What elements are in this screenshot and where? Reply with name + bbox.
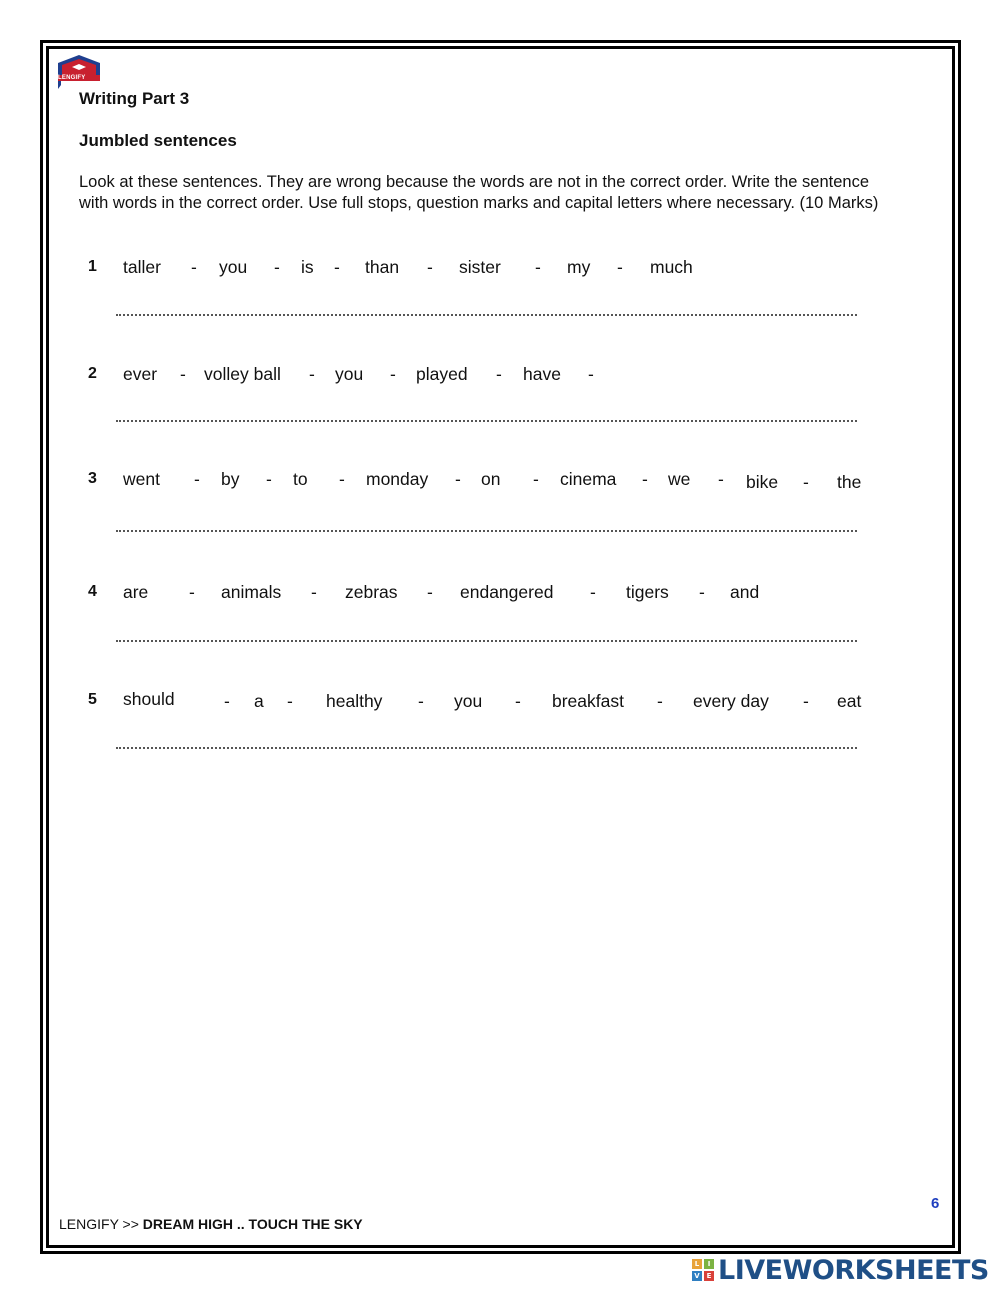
question-number: 3	[88, 470, 97, 487]
jumbled-word: you	[219, 257, 248, 277]
jumbled-word: you	[454, 691, 483, 711]
word-separator: -	[496, 364, 502, 384]
jumbled-word: eat	[837, 691, 862, 711]
word-separator: -	[642, 469, 648, 489]
answer-line-5[interactable]	[116, 747, 857, 749]
jumbled-word: animals	[221, 582, 282, 602]
word-separator: -	[427, 582, 433, 602]
jumbled-word: zebras	[345, 582, 398, 602]
word-separator: -	[590, 582, 596, 602]
jumbled-word: and	[730, 582, 760, 602]
brand-grid-letter: V	[692, 1271, 702, 1281]
word-separator: -	[515, 691, 521, 711]
jumbled-word: is	[301, 257, 314, 277]
jumbled-word: much	[650, 257, 693, 277]
question-number: 2	[88, 365, 97, 382]
jumbled-word: than	[365, 257, 400, 277]
word-separator: -	[189, 582, 195, 602]
word-separator: -	[180, 364, 186, 384]
jumbled-word: the	[837, 472, 862, 492]
jumbled-word: you	[335, 364, 364, 384]
word-separator: -	[309, 364, 315, 384]
jumbled-word: breakfast	[552, 691, 624, 711]
question-number: 4	[88, 583, 97, 600]
word-separator: -	[718, 469, 724, 489]
footer-prefix: LENGIFY >>	[59, 1216, 143, 1232]
footer-slogan: DREAM HIGH .. TOUCH THE SKY	[142, 1216, 363, 1232]
word-separator: -	[311, 582, 317, 602]
logo-text: LENGIFY	[58, 75, 86, 81]
word-separator: -	[339, 469, 345, 489]
answer-line-2[interactable]	[116, 420, 857, 422]
word-separator: -	[427, 257, 433, 277]
liveworksheets-brand	[692, 1255, 989, 1285]
jumbled-word: sister	[459, 257, 501, 277]
word-separator: -	[418, 691, 424, 711]
word-separator: -	[533, 469, 539, 489]
word-separator: -	[224, 691, 230, 711]
word-separator: -	[274, 257, 280, 277]
brand-text: LIVEWORKSHEETS	[718, 1254, 989, 1286]
jumbled-word: cinema	[560, 469, 617, 489]
jumbled-word: by	[221, 469, 240, 489]
jumbled-word: should	[123, 689, 175, 709]
jumbled-word: endangered	[460, 582, 554, 602]
jumbled-word: every day	[693, 691, 769, 711]
word-separator: -	[287, 691, 293, 711]
jumbled-word: are	[123, 582, 149, 602]
jumbled-word: volley ball	[204, 364, 281, 384]
answer-line-4[interactable]	[116, 640, 857, 642]
jumbled-word: ever	[123, 364, 158, 384]
word-separator: -	[535, 257, 541, 277]
brand-grid-letter: I	[704, 1259, 714, 1269]
answer-line-1[interactable]	[116, 314, 857, 316]
word-separator: -	[803, 691, 809, 711]
brand-grid-letter: L	[692, 1259, 702, 1269]
word-separator: -	[657, 691, 663, 711]
jumbled-word: on	[481, 469, 501, 489]
jumbled-word: we	[668, 469, 691, 489]
jumbled-word: taller	[123, 257, 161, 277]
jumbled-word: have	[523, 364, 561, 384]
page-title: Writing Part 3	[79, 89, 190, 108]
question-number: 5	[88, 691, 97, 708]
word-separator: -	[617, 257, 623, 277]
instructions: Look at these sentences. They are wrong because the words are not in the correct order. Write the sentence with words in the correct order. Use full stops, question marks and capital letters where necessary. (10 Marks)	[79, 173, 879, 212]
word-separator: -	[334, 257, 340, 277]
section-subtitle: Jumbled sentences	[79, 131, 237, 150]
word-separator: -	[455, 469, 461, 489]
jumbled-word: a	[254, 691, 264, 711]
question-number: 1	[88, 258, 97, 275]
jumbled-word: bike	[746, 472, 779, 492]
jumbled-word: my	[567, 257, 591, 277]
footer	[59, 1216, 363, 1232]
jumbled-word: monday	[366, 469, 429, 489]
word-separator: -	[699, 582, 705, 602]
liveworksheets-logo-icon	[692, 1259, 714, 1281]
page-number: 6	[931, 1195, 940, 1212]
jumbled-word: to	[293, 469, 308, 489]
word-separator: -	[266, 469, 272, 489]
jumbled-word: went	[123, 469, 160, 489]
jumbled-word: tigers	[626, 582, 669, 602]
brand-grid-letter: E	[704, 1271, 714, 1281]
word-separator: -	[588, 364, 594, 384]
jumbled-word: healthy	[326, 691, 383, 711]
page-border-inner	[46, 46, 955, 1248]
word-separator: -	[191, 257, 197, 277]
word-separator: -	[390, 364, 396, 384]
word-separator: -	[803, 472, 809, 492]
answer-line-3[interactable]	[116, 530, 857, 532]
word-separator: -	[194, 469, 200, 489]
jumbled-word: played	[416, 364, 468, 384]
lengify-logo	[56, 53, 102, 91]
